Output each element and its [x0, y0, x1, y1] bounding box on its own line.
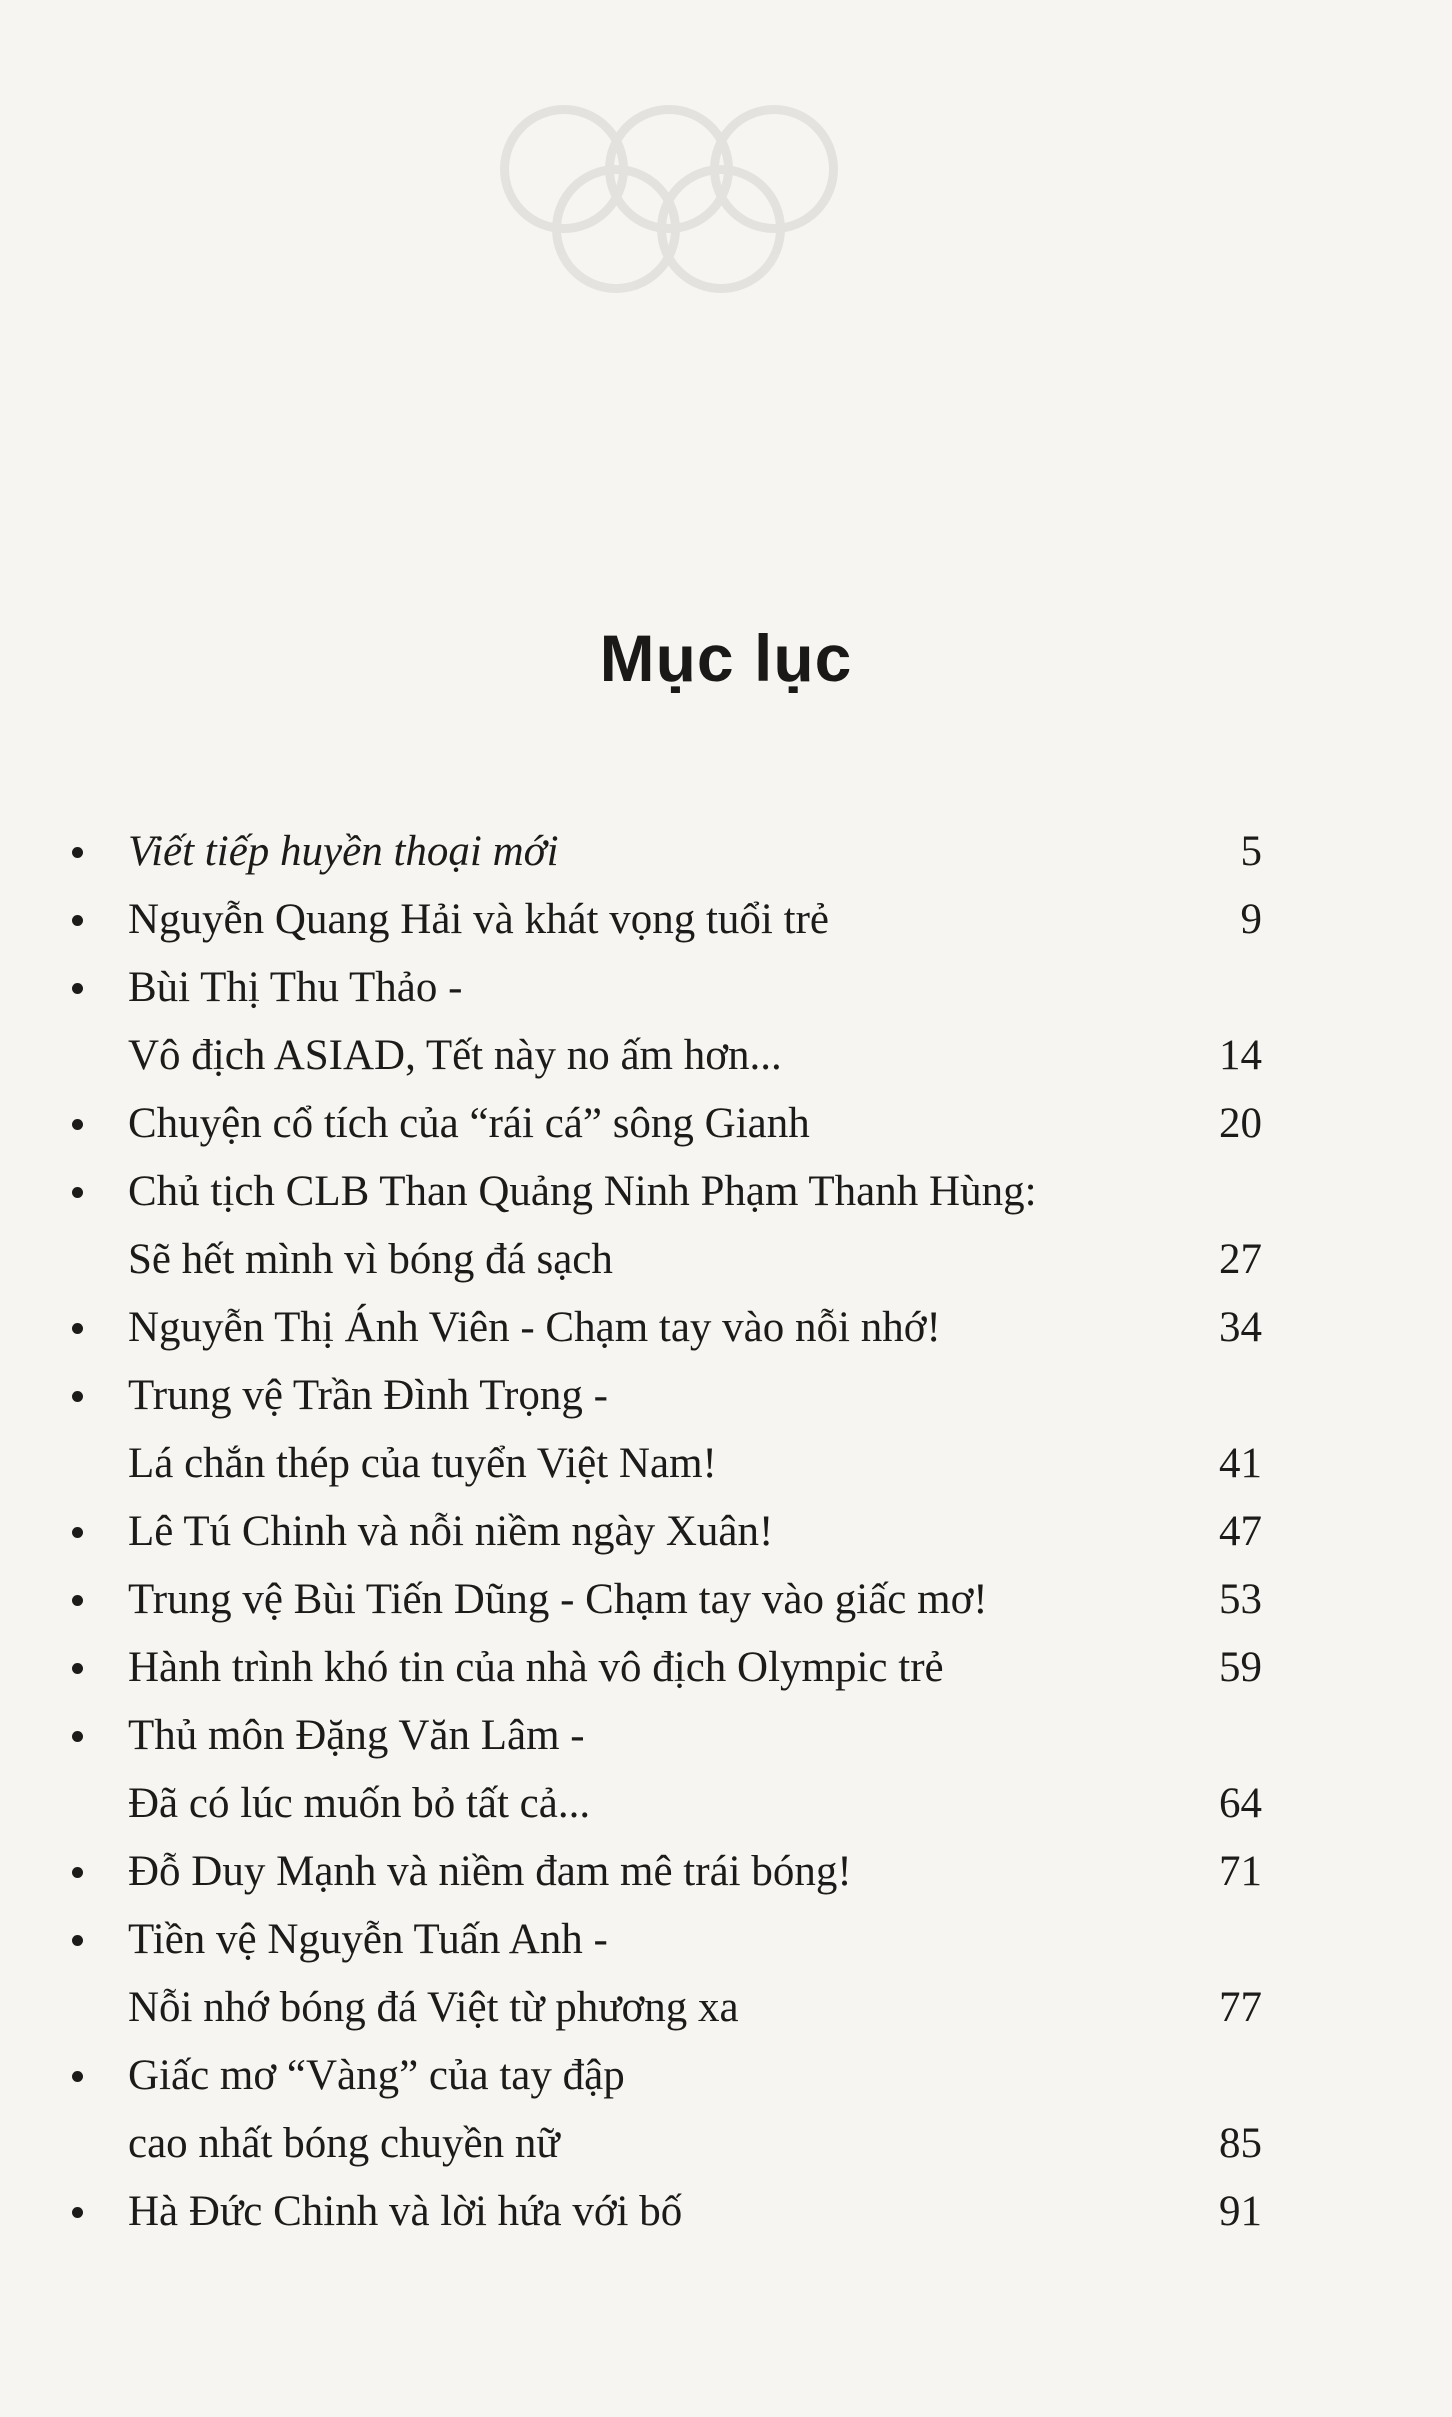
- toc-page-number: 27: [1219, 1236, 1262, 1283]
- toc-entry: [72, 1362, 1262, 1498]
- toc-entry-title-line: Lê Tú Chinh và nỗi niềm ngày Xuân!: [128, 1508, 774, 1555]
- bullet-icon: [72, 1867, 83, 1878]
- bullet-icon: [72, 1187, 83, 1198]
- toc-entry-title-line: Giấc mơ “Vàng” của tay đập: [128, 2052, 625, 2099]
- bullet-icon: [72, 847, 83, 858]
- toc-entry: [72, 1634, 1262, 1702]
- toc-page-number: 5: [1240, 828, 1262, 875]
- toc-entry-title-line: cao nhất bóng chuyền nữ: [128, 2120, 560, 2167]
- toc-page-number: 9: [1240, 896, 1262, 943]
- page-title: Mục lục: [599, 621, 853, 695]
- toc-entry: [72, 954, 1262, 1090]
- toc-entry: [72, 818, 1262, 886]
- bullet-icon: [72, 983, 83, 994]
- toc-entry: [72, 886, 1262, 954]
- toc-page-number: 14: [1219, 1032, 1262, 1079]
- toc-entry: [72, 1566, 1262, 1634]
- bullet-icon: [72, 1323, 83, 1334]
- bullet-icon: [72, 2207, 83, 2218]
- bullet-icon: [72, 1663, 83, 1674]
- toc-page-number: 85: [1219, 2120, 1262, 2167]
- toc-page-number: 34: [1219, 1304, 1262, 1351]
- bullet-icon: [72, 1731, 83, 1742]
- toc-entry-title-line: Nguyễn Thị Ánh Viên - Chạm tay vào nỗi nhớ!: [128, 1304, 941, 1351]
- toc-entry-title-line: Sẽ hết mình vì bóng đá sạch: [128, 1236, 613, 1283]
- bullet-icon: [72, 1391, 83, 1402]
- toc-entry-title-line: Lá chắn thép của tuyển Việt Nam!: [128, 1440, 717, 1487]
- toc-entry-title-line: Trung vệ Bùi Tiến Dũng - Chạm tay vào giấc mơ!: [128, 1576, 988, 1623]
- toc-entry: [72, 2178, 1262, 2246]
- toc-entry-title-line: Viết tiếp huyền thoại mới: [128, 828, 559, 875]
- bullet-icon: [72, 1935, 83, 1946]
- toc-page-number: 91: [1219, 2188, 1262, 2235]
- toc-entry: [72, 1702, 1262, 1838]
- toc-page-number: 41: [1219, 1440, 1262, 1487]
- toc-entry-title-line: Nỗi nhớ bóng đá Việt từ phương xa: [128, 1984, 739, 2031]
- toc-entry-title-line: Đã có lúc muốn bỏ tất cả...: [128, 1780, 591, 1827]
- toc-page-number: 47: [1219, 1508, 1262, 1555]
- toc-entry-title-line: Nguyễn Quang Hải và khát vọng tuổi trẻ: [128, 896, 829, 943]
- toc-page-number: 59: [1219, 1644, 1262, 1691]
- bullet-icon: [72, 1595, 83, 1606]
- toc-entry-title-line: Hà Đức Chinh và lời hứa với bố: [128, 2188, 683, 2235]
- toc-entry-title-line: Chủ tịch CLB Than Quảng Ninh Phạm Thanh Hùng:: [128, 1168, 1037, 1215]
- toc-entry: [72, 1498, 1262, 1566]
- toc-page-number: 53: [1219, 1576, 1262, 1623]
- toc-page-number: 77: [1219, 1984, 1262, 2031]
- toc-page-number: 20: [1219, 1100, 1262, 1147]
- toc-entry: [72, 1294, 1262, 1362]
- toc-entry-title-line: Trung vệ Trần Đình Trọng -: [128, 1372, 608, 1419]
- toc-entry: [72, 2042, 1262, 2178]
- toc-entry: [72, 1906, 1262, 2042]
- toc-entry-title-line: Đỗ Duy Mạnh và niềm đam mê trái bóng!: [128, 1848, 852, 1895]
- toc-page-number: 64: [1219, 1780, 1262, 1827]
- bullet-icon: [72, 2071, 83, 2082]
- bullet-icon: [72, 915, 83, 926]
- toc-entry-title-line: Vô địch ASIAD, Tết này no ấm hơn...: [128, 1032, 782, 1079]
- toc-entry: [72, 1158, 1262, 1294]
- toc-page-number: 71: [1219, 1848, 1262, 1895]
- toc-entry-title-line: Chuyện cổ tích của “rái cá” sông Gianh: [128, 1100, 810, 1147]
- olympic-rings-watermark-icon: [500, 105, 840, 305]
- toc-entry: [72, 1090, 1262, 1158]
- toc-entry-title-line: Bùi Thị Thu Thảo -: [128, 964, 463, 1011]
- toc-entry-title-line: Thủ môn Đặng Văn Lâm -: [128, 1712, 585, 1759]
- bullet-icon: [72, 1119, 83, 1130]
- toc-entry-title-line: Hành trình khó tin của nhà vô địch Olympic trẻ: [128, 1644, 944, 1691]
- toc-entry-title-line: Tiền vệ Nguyễn Tuấn Anh -: [128, 1916, 608, 1963]
- bullet-icon: [72, 1527, 83, 1538]
- toc-entry: [72, 1838, 1262, 1906]
- table-of-contents: [72, 818, 1262, 2246]
